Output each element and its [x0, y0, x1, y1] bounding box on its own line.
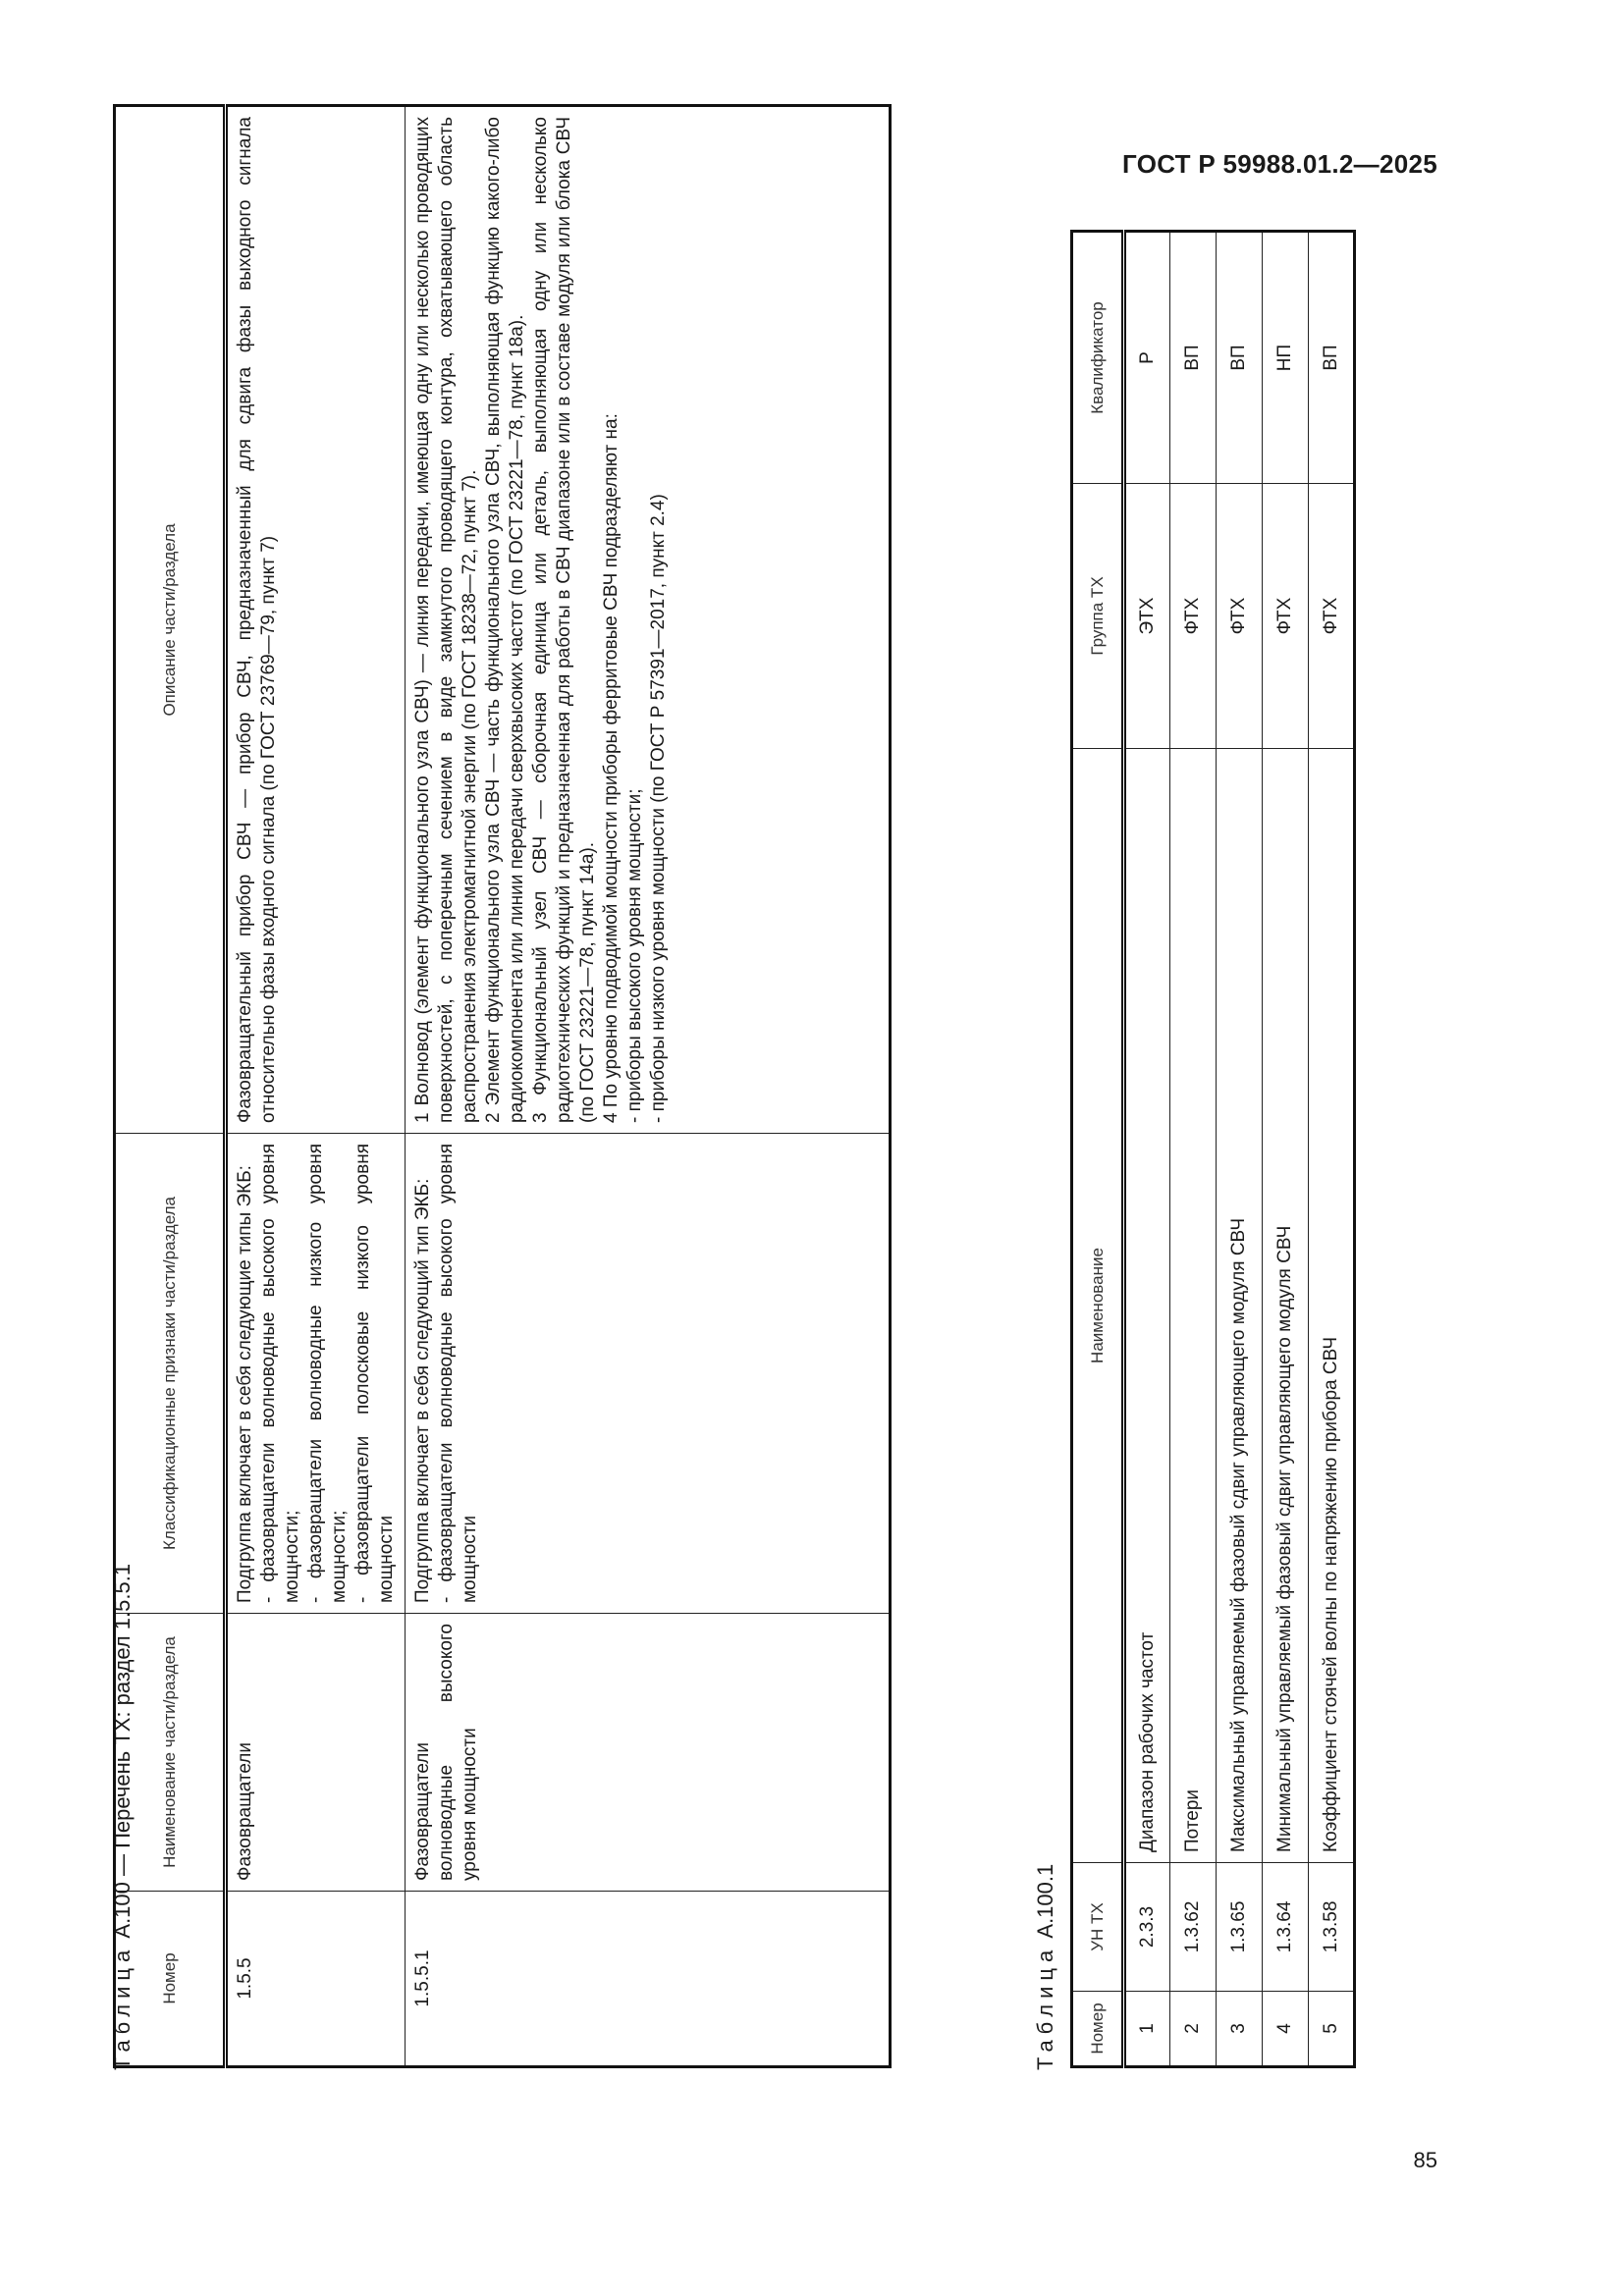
table-a100: [113, 104, 892, 2068]
description-line: 3 Функциональный узел СВЧ — сборочная единица или деталь, выполняющая одну или несколько радиотехнических функций и предназначенная для работы в СВЧ диапазоне или в составе модуля или блока СВЧ (по ГОСТ 23221—78, пункт 14а).: [530, 117, 598, 1123]
cell-name: Диапазон рабочих частот: [1124, 749, 1170, 1863]
column-header-qualifier: Квалификатор: [1072, 232, 1124, 484]
description-line: - приборы низкого уровня мощности (по ГОСТ Р 57391—2017, пункт 2.4): [648, 494, 669, 1123]
cell-qualifier: ВП: [1170, 232, 1217, 484]
table-a100-1-wrapper: [1070, 230, 1356, 2068]
cell-number: 3: [1217, 1992, 1263, 2067]
table-a100-header-row: [115, 106, 226, 2067]
column-header-description: Описание части/раздела: [115, 106, 226, 1134]
row-features: [226, 1134, 406, 1614]
column-header-features: Классификационные признаки части/раздела: [115, 1134, 226, 1614]
description-line: 2 Элемент функционального узла СВЧ — часть функционального узла СВЧ, выполняющая функцию какого-либо радиокомпонента или линии передачи сверхвысоких частот (по ГОСТ 23221—78, пункт 18а).: [483, 117, 527, 1123]
table-row: [1124, 232, 1170, 2067]
feature-line: - фазовращатели волноводные высокого уровня мощности;: [258, 1144, 302, 1603]
description-line: 1 Волновод (элемент функционального узла СВЧ) — линия передачи, имеющая одну или несколько проводящих поверхностей, с поперечным сечением в виде замкнутого проводящего контура, охватывающего область распространения электромагнитной энергии (по ГОСТ 18238—72, пункт 7).: [412, 117, 480, 1123]
feature-line: - фазовращатели волноводные низкого уровня мощности;: [305, 1144, 350, 1603]
cell-group: ФТХ: [1170, 484, 1217, 749]
cell-name: Максимальный управляемый фазовый сдвиг управляющего модуля СВЧ: [1217, 749, 1263, 1863]
description-line: Фазовращательный прибор СВЧ — прибор СВЧ, предназначенный для сдвига фазы выходного сигнала относительно фазы входного сигнала (по ГОСТ 23769—79, пункт 7): [235, 117, 279, 1123]
feature-line: Подгруппа включает в себя следующие типы ЭКБ:: [235, 1165, 255, 1603]
cell-qualifier: ВП: [1309, 232, 1355, 484]
table-a100-1: [1070, 230, 1356, 2068]
cell-qualifier: НП: [1263, 232, 1309, 484]
description-line: - приборы высокого уровня мощности;: [624, 788, 645, 1123]
table-row: [1217, 232, 1263, 2067]
row-name: Фазовращатели: [226, 1614, 406, 1892]
cell-code: 1.3.58: [1309, 1863, 1355, 1992]
table-row: [1263, 232, 1309, 2067]
row-name: Фазовращатели волноводные высокого уровня мощности: [406, 1614, 891, 1892]
table-a100-1-caption: [1033, 1864, 1058, 2070]
table-row: [226, 106, 406, 2067]
document-code: ГОСТ Р 59988.01.2—2025: [1122, 149, 1437, 179]
cell-code: 1.3.65: [1217, 1863, 1263, 1992]
table-a100-caption-prefix: Таблица: [110, 1944, 135, 2070]
cell-name: Коэффициент стоячей волны по напряжению прибора СВЧ: [1309, 749, 1355, 1863]
feature-line: - фазовращатели полосковые низкого уровня мощности: [352, 1144, 397, 1603]
cell-code: 1.3.64: [1263, 1863, 1309, 1992]
column-header-name: Наименование части/раздела: [115, 1614, 226, 1892]
description-line: 4 По уровню подводимой мощности приборы ферритовые СВЧ подразделяют на:: [601, 413, 622, 1123]
column-header-number: Номер: [115, 1892, 226, 2067]
row-description: [406, 106, 891, 1134]
column-header-code: УН ТХ: [1072, 1863, 1124, 1992]
table-row: [1309, 232, 1355, 2067]
page-number: 85: [1413, 2148, 1437, 2172]
cell-group: ФТХ: [1217, 484, 1263, 749]
cell-group: ЭТХ: [1124, 484, 1170, 749]
table-row: [406, 106, 891, 2067]
cell-number: 5: [1309, 1992, 1355, 2067]
table-a100-wrapper: [113, 104, 892, 2068]
cell-name: Потери: [1170, 749, 1217, 1863]
row-number: 1.5.5.1: [406, 1892, 891, 2067]
column-header-number: Номер: [1072, 1992, 1124, 2067]
table-row: [1170, 232, 1217, 2067]
cell-qualifier: Р: [1124, 232, 1170, 484]
cell-number: 2: [1170, 1992, 1217, 2067]
cell-group: ФТХ: [1309, 484, 1355, 749]
column-header-name: Наименование: [1072, 749, 1124, 1863]
row-number: 1.5.5: [226, 1892, 406, 2067]
feature-line: Подгруппа включает в себя следующий тип ЭКБ:: [412, 1178, 433, 1603]
feature-line: - фазовращатели волноводные высокого уровня мощности: [436, 1144, 480, 1603]
table-a100-1-header-row: [1072, 232, 1124, 2067]
cell-code: 1.3.62: [1170, 1863, 1217, 1992]
cell-group: ФТХ: [1263, 484, 1309, 749]
cell-number: 1: [1124, 1992, 1170, 2067]
cell-number: 4: [1263, 1992, 1309, 2067]
table-a100-caption-text: А.100 — Перечень ТХ: раздел 1.5.5.1: [110, 1563, 135, 1939]
row-features: [406, 1134, 891, 1614]
row-description: [226, 106, 406, 1134]
cell-qualifier: ВП: [1217, 232, 1263, 484]
table-a100-1-caption-text: А.100.1: [1033, 1863, 1057, 1939]
table-a100-1-caption-prefix: Таблица: [1033, 1944, 1057, 2070]
column-header-group: Группа ТХ: [1072, 484, 1124, 749]
cell-name: Минимальный управляемый фазовый сдвиг управляющего модуля СВЧ: [1263, 749, 1309, 1863]
cell-code: 2.3.3: [1124, 1863, 1170, 1992]
